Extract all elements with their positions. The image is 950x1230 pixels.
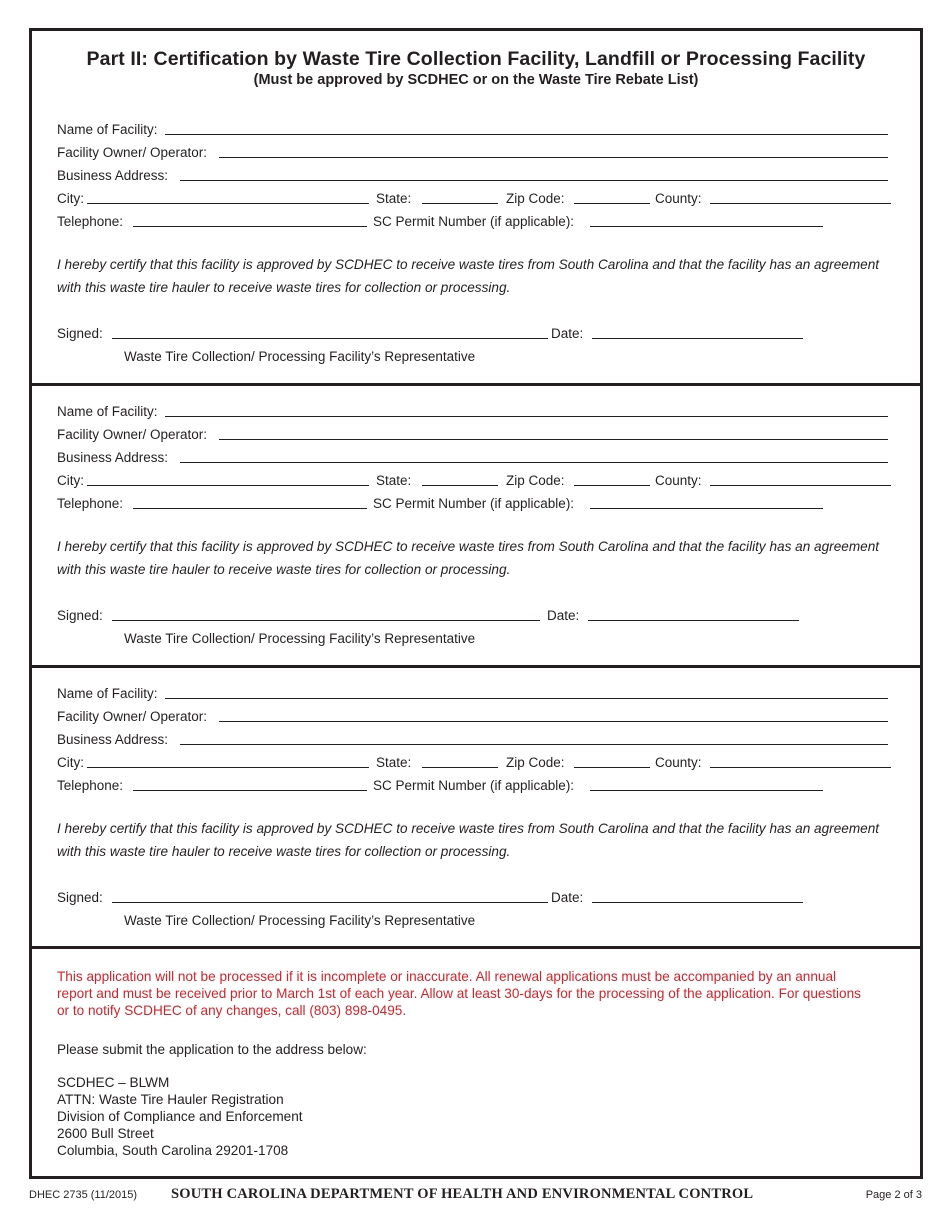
signature-field[interactable]	[112, 902, 548, 903]
submission-instruction: Please submit the application to the address below:	[57, 1042, 367, 1057]
zip-label: Zip Code:	[506, 755, 565, 770]
signed-label: Signed:	[57, 326, 103, 341]
telephone-field[interactable]	[133, 508, 367, 509]
signed-label: Signed:	[57, 608, 103, 623]
permit-label: SC Permit Number (if applicable):	[373, 778, 575, 793]
representative-caption: Waste Tire Collection/ Processing Facility’s Representative	[124, 349, 476, 364]
facility-name-field[interactable]	[165, 416, 888, 417]
telephone-field[interactable]	[133, 226, 367, 227]
owner-label: Facility Owner/ Operator:	[57, 709, 208, 724]
address-row	[57, 448, 893, 468]
county-label: County:	[655, 191, 702, 206]
address-line: Columbia, South Carolina 29201-1708	[57, 1143, 289, 1158]
facility-name-field[interactable]	[165, 134, 888, 135]
representative-caption: Waste Tire Collection/ Processing Facility’s Representative	[124, 631, 476, 646]
address-row	[57, 730, 893, 750]
address-row	[57, 166, 893, 186]
state-label: State:	[376, 191, 412, 206]
city-field[interactable]	[87, 203, 369, 204]
state-field[interactable]	[422, 767, 498, 768]
city-row	[57, 753, 893, 773]
owner-row	[57, 143, 893, 163]
notice-line: This application will not be processed if it is incomplete or inaccurate. All renewal applications must be accompanied by an annual	[57, 969, 837, 984]
certification-statement	[57, 817, 902, 863]
facility-name-field[interactable]	[165, 698, 888, 699]
page-subtitle: (Must be approved by SCDHEC or on the Waste Tire Rebate List)	[253, 72, 699, 88]
city-row	[57, 189, 893, 209]
certification-line: I hereby certify that this facility is approved by SCDHEC to receive waste tires from South Carolina and that the facility has an agreement	[57, 821, 880, 836]
permit-label: SC Permit Number (if applicable):	[373, 214, 575, 229]
page-title: Part II: Certification by Waste Tire Collection Facility, Landfill or Processing Facility	[86, 48, 866, 70]
permit-field[interactable]	[590, 508, 823, 509]
certification-statement	[57, 253, 902, 299]
county-label: County:	[655, 473, 702, 488]
address-field[interactable]	[180, 180, 888, 181]
telephone-field[interactable]	[133, 790, 367, 791]
telephone-row	[57, 494, 893, 514]
telephone-label: Telephone:	[57, 214, 124, 229]
signature-field[interactable]	[112, 620, 540, 621]
permit-field[interactable]	[590, 790, 823, 791]
state-field[interactable]	[422, 203, 498, 204]
owner-row	[57, 425, 893, 445]
address-field[interactable]	[180, 462, 888, 463]
address-line: ATTN: Waste Tire Hauler Registration	[57, 1092, 284, 1107]
date-label: Date:	[547, 608, 580, 623]
signature-row	[57, 888, 893, 908]
city-field[interactable]	[87, 485, 369, 486]
notice-line: or to notify SCDHEC of any changes, call (803) 898-0495.	[57, 1003, 407, 1018]
owner-field[interactable]	[219, 439, 888, 440]
certification-line: I hereby certify that this facility is approved by SCDHEC to receive waste tires from South Carolina and that the facility has an agreement	[57, 257, 880, 272]
form-code: DHEC 2735 (11/2015)	[29, 1189, 138, 1201]
signature-row	[57, 606, 893, 626]
department-name: SOUTH CAROLINA DEPARTMENT OF HEALTH AND ENVIRONMENTAL CONTROL	[171, 1186, 754, 1202]
mailing-address	[57, 1074, 303, 1159]
permit-label: SC Permit Number (if applicable):	[373, 496, 575, 511]
date-label: Date:	[551, 890, 584, 905]
zip-label: Zip Code:	[506, 191, 565, 206]
owner-label: Facility Owner/ Operator:	[57, 427, 208, 442]
zip-field[interactable]	[574, 203, 650, 204]
city-field[interactable]	[87, 767, 369, 768]
permit-field[interactable]	[590, 226, 823, 227]
date-field[interactable]	[592, 902, 803, 903]
form-frame	[29, 28, 923, 1179]
certification-line: with this waste tire hauler to receive waste tires for collection or processing.	[57, 844, 511, 859]
date-field[interactable]	[588, 620, 799, 621]
date-field[interactable]	[592, 338, 803, 339]
owner-field[interactable]	[219, 157, 888, 158]
county-field[interactable]	[710, 203, 891, 204]
certification-line: I hereby certify that this facility is approved by SCDHEC to receive waste tires from South Carolina and that the facility has an agreement	[57, 539, 880, 554]
address-line: 2600 Bull Street	[57, 1126, 154, 1141]
zip-field[interactable]	[574, 767, 650, 768]
signed-label: Signed:	[57, 890, 103, 905]
owner-field[interactable]	[219, 721, 888, 722]
telephone-row	[57, 212, 893, 232]
certification-line: with this waste tire hauler to receive waste tires for collection or processing.	[57, 562, 511, 577]
facility-name-row	[57, 684, 893, 704]
certification-statement	[57, 535, 902, 581]
notice-line: report and must be received prior to March 1st of each year. Allow at least 30-days for the processing of the application. For questions	[57, 986, 861, 1001]
date-label: Date:	[551, 326, 584, 341]
address-label: Business Address:	[57, 168, 169, 183]
section-divider	[32, 665, 920, 668]
city-label: City:	[57, 473, 84, 488]
signature-field[interactable]	[112, 338, 548, 339]
facility-name-row	[57, 402, 893, 422]
city-label: City:	[57, 755, 84, 770]
city-label: City:	[57, 191, 84, 206]
facility-name-row	[57, 120, 893, 140]
address-label: Business Address:	[57, 450, 169, 465]
signature-row	[57, 324, 893, 344]
state-field[interactable]	[422, 485, 498, 486]
incomplete-application-notice	[57, 968, 897, 1019]
address-field[interactable]	[180, 744, 888, 745]
section-divider	[32, 946, 920, 949]
owner-row	[57, 707, 893, 727]
county-label: County:	[655, 755, 702, 770]
telephone-row	[57, 776, 893, 796]
page-number: Page 2 of 3	[865, 1189, 922, 1201]
county-field[interactable]	[710, 767, 891, 768]
address-line: SCDHEC – BLWM	[57, 1075, 170, 1090]
owner-label: Facility Owner/ Operator:	[57, 145, 208, 160]
address-line: Division of Compliance and Enforcement	[57, 1109, 303, 1124]
state-label: State:	[376, 755, 412, 770]
facility-name-label: Name of Facility:	[57, 686, 158, 701]
certification-line: with this waste tire hauler to receive waste tires for collection or processing.	[57, 280, 511, 295]
facility-name-label: Name of Facility:	[57, 404, 158, 419]
county-field[interactable]	[710, 485, 891, 486]
representative-caption: Waste Tire Collection/ Processing Facility’s Representative	[124, 913, 476, 928]
state-label: State:	[376, 473, 412, 488]
zip-label: Zip Code:	[506, 473, 565, 488]
section-divider	[32, 383, 920, 386]
facility-name-label: Name of Facility:	[57, 122, 158, 137]
telephone-label: Telephone:	[57, 496, 124, 511]
zip-field[interactable]	[574, 485, 650, 486]
telephone-label: Telephone:	[57, 778, 124, 793]
address-label: Business Address:	[57, 732, 169, 747]
city-row	[57, 471, 893, 491]
